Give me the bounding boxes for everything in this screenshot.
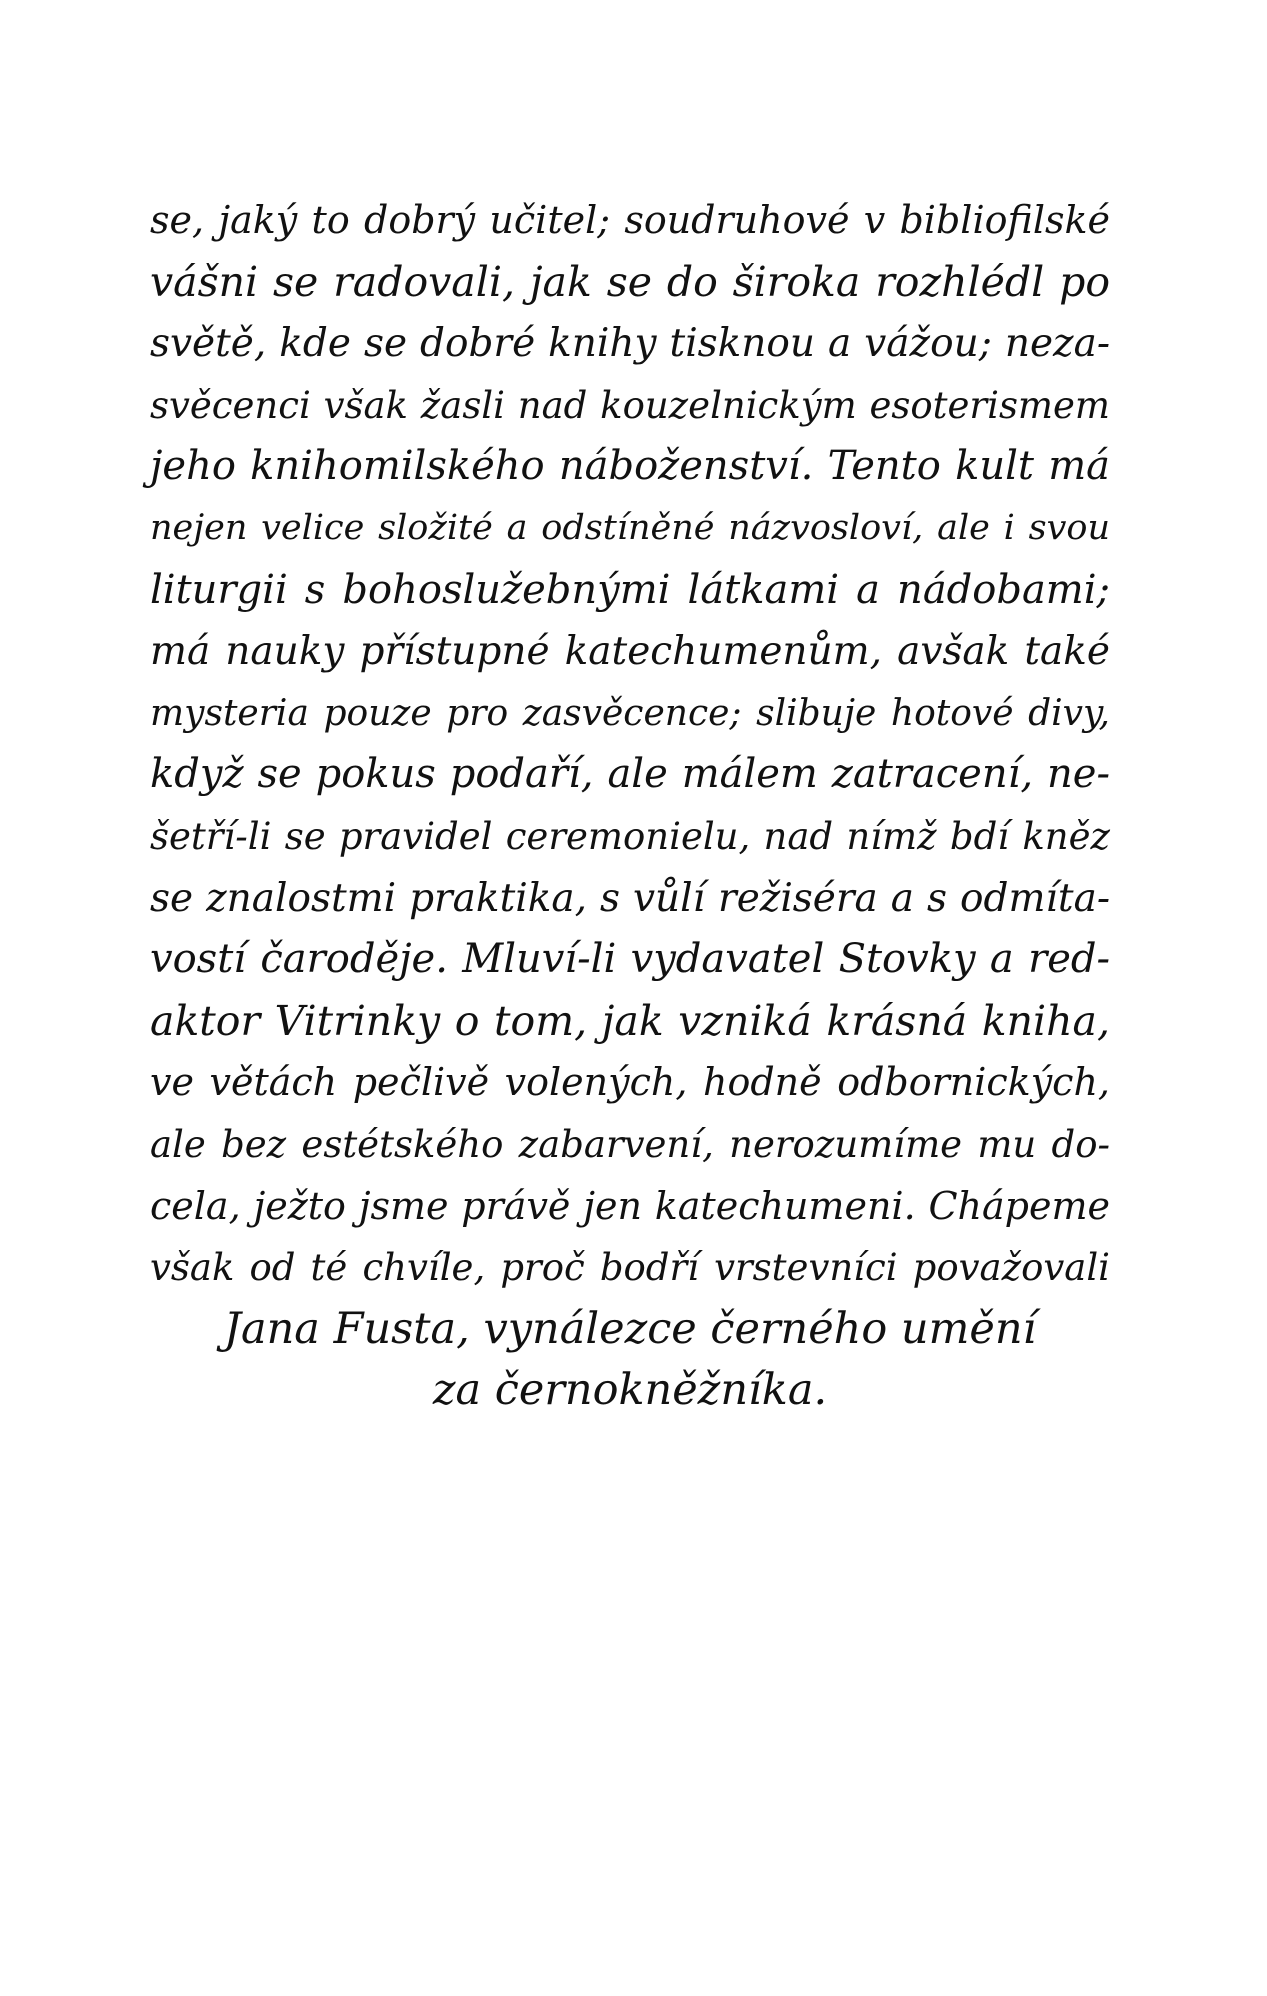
text-line-18: však od té chvíle, proč bodří vrstevníci považovali bbox=[150, 1246, 1110, 1290]
text-line-13: vostí čaroděje. Mluví-li vydavatel Stovky a red- bbox=[150, 936, 1110, 983]
text-line-16: ale bez estétského zabarvení, nerozumíme mu do- bbox=[150, 1122, 1110, 1166]
text-line-12: se znalostmi praktika, s vůlí režiséra a s odmíta- bbox=[150, 875, 1110, 921]
text-line-9: mysteria pouze pro zasvěcence; slibuje hotové divy, bbox=[150, 692, 1110, 734]
text-line-14: aktor Vitrinky o tom, jak vzniká krásná kniha, bbox=[150, 996, 1110, 1045]
text-line-17: cela, ježto jsme právě jen katechumeni. Chápeme bbox=[150, 1183, 1110, 1228]
text-line-19: Jana Fusta, vynálezce černého umění bbox=[223, 1303, 1037, 1354]
text-line-11: šetří-li se pravidel ceremonielu, nad nímž bdí kněz bbox=[150, 814, 1110, 858]
text-line-15: ve větách pečlivě volených, hodně odbornických, bbox=[150, 1060, 1110, 1105]
text-line-7: liturgii s bohoslužebnými látkami a nádobami; bbox=[150, 566, 1110, 613]
text-line-3: světě, kde se dobré knihy tisknou a vážou; neza- bbox=[150, 321, 1110, 367]
text-line-1: se, jaký to dobrý učitel; soudruhové v bibliofilské bbox=[150, 198, 1110, 242]
text-line-2: vášni se radovali, jak se do široka rozhlédl po bbox=[150, 257, 1110, 306]
text-line-8: má nauky přístupné katechumenům, avšak také bbox=[150, 629, 1110, 675]
text-line-5: jeho knihomilského náboženství. Tento kult má bbox=[150, 443, 1110, 490]
text-line-20: za černokněžníka. bbox=[432, 1365, 828, 1416]
text-line-4: svěcenci však žasli nad kouzelnickým esoterismem bbox=[150, 383, 1110, 427]
body-text bbox=[150, 190, 1110, 1422]
text-line-6: nejen velice složité a odstíněné názvosloví, ale i svou bbox=[150, 507, 1110, 548]
text-line-10: když se pokus podaří, ale málem zatracení, ne- bbox=[150, 751, 1110, 798]
